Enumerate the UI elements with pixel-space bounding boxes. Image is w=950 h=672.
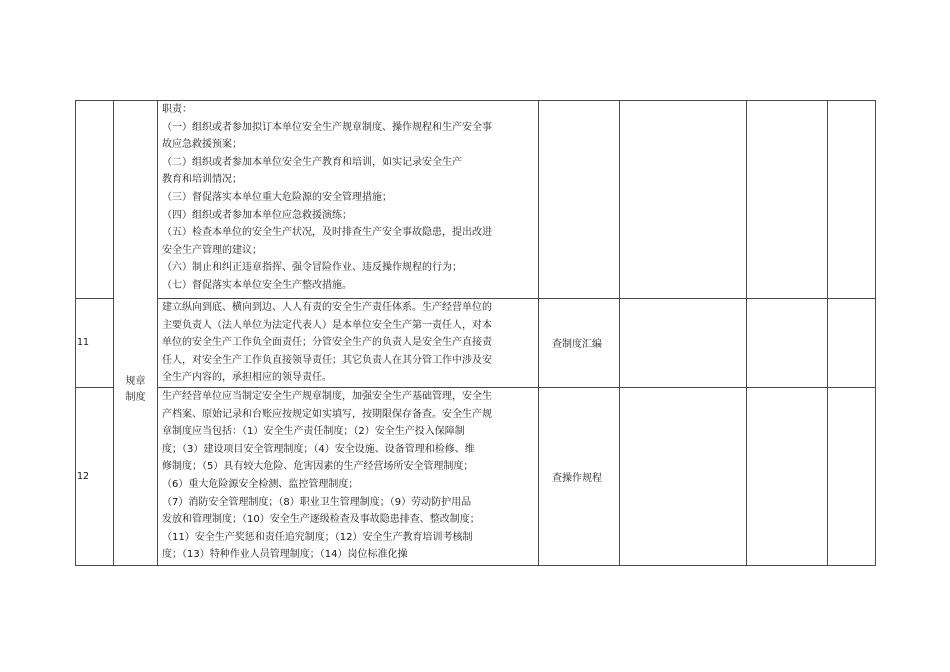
content-line: （二）组织或者参加本单位安全生产教育和培训，如实记录安全生产 xyxy=(162,156,462,168)
check-method: 查操作规程 xyxy=(539,387,620,565)
item-number: 12 xyxy=(76,387,114,565)
requirement-content xyxy=(158,101,539,299)
content-line: 生产经营单位应当制定安全生产规章制度，加强安全生产基础管理，安全生 xyxy=(162,390,492,402)
empty-cell xyxy=(620,387,747,565)
category-label-line1: 规章 xyxy=(125,376,146,388)
regulation-table xyxy=(75,100,876,566)
content-line: 度；（13）特种作业人员管理制度；（14）岗位标准化操 xyxy=(162,549,408,561)
empty-cell xyxy=(828,299,876,388)
content-line: 主要负责人（法人单位为法定代表人）是本单位安全生产第一责任人，对本 xyxy=(162,319,492,331)
content-line: 教育和培训情况； xyxy=(162,174,242,186)
content-line: 建立纵向到底、横向到边、人人有责的安全生产责任体系。生产经营单位的 xyxy=(162,302,492,313)
content-line: （五）检查本单位的安全生产状况，及时排查生产安全事故隐患，提出改进 xyxy=(162,227,492,239)
table-row xyxy=(76,101,876,299)
table-row xyxy=(76,299,876,388)
content-line: 章制度应当包括：（1）安全生产责任制度；（2）安全生产投入保障制 xyxy=(162,426,465,438)
content-line: 度；（3）建设项目安全管理制度；（4）安全设施、设备管理和检修、维 xyxy=(162,443,475,455)
content-line: 修制度；（5）具有较大危险、危害因素的生产经营场所安全管理制度； xyxy=(162,461,474,473)
content-line: （一）组织或者参加拟订本单位安全生产规章制度、操作规程和生产安全事 xyxy=(162,121,492,133)
category-label-line2: 制度 xyxy=(125,392,146,404)
empty-cell xyxy=(828,101,876,299)
requirement-content xyxy=(158,387,539,565)
empty-cell xyxy=(747,299,828,388)
content-line: 安全生产管理的建议； xyxy=(162,244,262,256)
table-row xyxy=(76,387,876,565)
content-line: （三）督促落实本单位重大危险源的安全管理措施； xyxy=(162,191,392,203)
empty-cell xyxy=(620,101,747,299)
content-line: 全生产内容的，承担相应的领导责任。 xyxy=(162,372,332,384)
empty-cell xyxy=(828,387,876,565)
content-line: （四）组织或者参加本单位应急救援演练； xyxy=(162,209,352,221)
content-line: 职责： xyxy=(162,104,192,115)
content-line: 单位的安全生产工作负全面责任；分管安全生产的负责人是安全生产直接责 xyxy=(162,337,492,349)
empty-cell xyxy=(747,101,828,299)
requirement-content xyxy=(158,299,539,388)
check-method xyxy=(539,101,620,299)
content-line: （七）督促落实本单位安全生产整改措施。 xyxy=(162,279,352,291)
check-method: 查制度汇编 xyxy=(539,299,620,388)
category-cell xyxy=(114,101,158,566)
content-line: （11）安全生产奖惩和责任追究制度；（12）安全生产教育培训考核制 xyxy=(162,531,473,543)
content-line: 发放和管理制度；（10）安全生产逐级检查及事故隐患排查、整改制度； xyxy=(162,514,480,526)
item-number xyxy=(76,101,114,299)
content-line: 产档案、原始记录和台账应按规定如实填写，按期限保存备查。安全生产规 xyxy=(162,408,492,420)
content-line: 故应急救援预案； xyxy=(162,139,242,151)
empty-cell xyxy=(620,299,747,388)
content-line: （7）消防安全管理制度；（8）职业卫生管理制度；（9）劳动防护用品 xyxy=(162,496,472,508)
item-number: 11 xyxy=(76,299,114,388)
content-line: 任人，对安全生产工作负直接领导责任；其它负责人在其分管工作中涉及安 xyxy=(162,354,492,366)
content-line: （6）重大危险源安全检测、监控管理制度； xyxy=(162,478,359,490)
empty-cell xyxy=(747,387,828,565)
content-line: （六）制止和纠正违章指挥、强令冒险作业、违反操作规程的行为； xyxy=(162,262,462,274)
